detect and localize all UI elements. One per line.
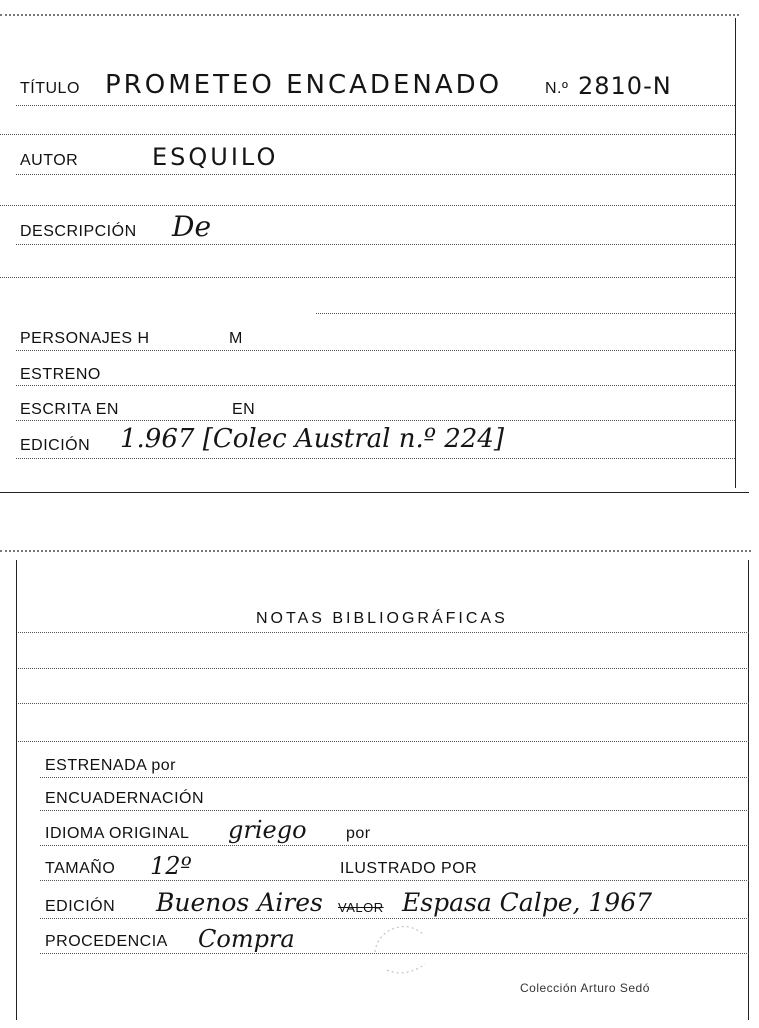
edicion-bottom-label: EDICIÓN (45, 898, 116, 915)
faint-stamp-mark (365, 912, 435, 978)
rule (316, 313, 735, 314)
personajes-label: PERSONAJES H (20, 330, 150, 347)
numero-value: 2810-N (578, 72, 672, 100)
autor-label: AUTOR (20, 152, 79, 169)
card-right-edge (735, 18, 736, 488)
descripcion-label: DESCRIPCIÓN (20, 223, 137, 240)
rule (16, 420, 735, 421)
edicion-value: 1.967 [Colec Austral n.º 224] (120, 424, 505, 454)
escrita-en-label: EN (232, 401, 256, 418)
idioma-por-label: por (346, 825, 371, 842)
idioma-value: griego (228, 816, 307, 844)
rule (16, 244, 735, 245)
numero-label: N.º (545, 80, 569, 97)
card-divider (0, 492, 749, 493)
card-top-edge (0, 550, 751, 552)
titulo-value: PROMETEO ENCADENADO (105, 70, 503, 100)
edicion-label: EDICIÓN (20, 437, 91, 454)
rule (0, 277, 735, 278)
notas-bibliograficas-title: NOTAS BIBLIOGRÁFICAS (256, 610, 508, 627)
rule (16, 385, 735, 386)
procedencia-label: PROCEDENCIA (45, 933, 168, 950)
card-top-edge (0, 14, 739, 16)
rule (16, 174, 735, 175)
valor-label: VALOR (338, 900, 384, 915)
edicion-publisher-value: Espasa Calpe, 1967 (402, 888, 653, 917)
autor-value: ESQUILO (152, 143, 279, 171)
rule (18, 668, 749, 669)
collection-credit: Colección Arturo Sedó (520, 981, 650, 995)
rule (18, 632, 749, 633)
rule (18, 741, 749, 742)
rule (18, 703, 749, 704)
descripcion-value: De (172, 210, 212, 243)
idioma-label: IDIOMA ORIGINAL (45, 825, 190, 842)
rule (0, 205, 735, 206)
tamano-value: 12º (150, 852, 192, 880)
estreno-label: ESTRENO (20, 366, 101, 383)
rule (40, 810, 749, 811)
estrenada-label: ESTRENADA por (45, 757, 176, 774)
procedencia-value: Compra (198, 925, 295, 953)
catalog-card-top (0, 0, 759, 495)
tamano-label: TAMAÑO (45, 860, 116, 877)
card-left-edge (16, 560, 17, 1020)
titulo-label: TÍTULO (20, 80, 80, 97)
rule (40, 845, 749, 846)
rule (40, 880, 749, 881)
personajes-m-label: M (229, 330, 243, 347)
rule (16, 458, 735, 459)
card-right-edge (748, 560, 749, 1020)
ilustrado-label: ILUSTRADO POR (340, 860, 478, 877)
rule (0, 134, 735, 135)
encuadernacion-label: ENCUADERNACIÓN (45, 790, 205, 807)
edicion-place-value: Buenos Aires (156, 888, 323, 917)
rule (16, 350, 735, 351)
rule (40, 777, 749, 778)
rule (16, 105, 735, 106)
escrita-label: ESCRITA EN (20, 401, 119, 418)
